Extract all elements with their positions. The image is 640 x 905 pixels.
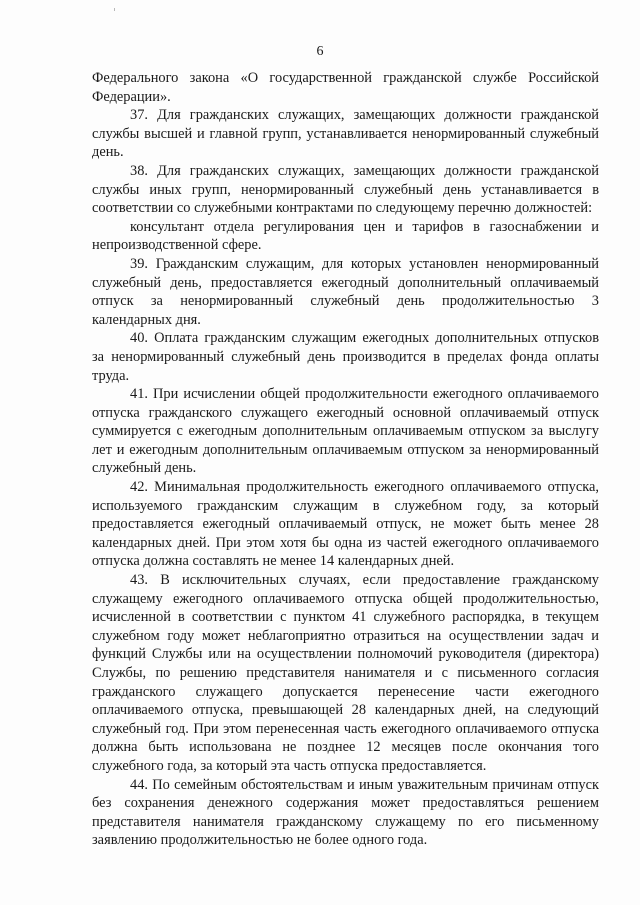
paragraph-continuation: Федерального закона «О государственной гражданской службе Российской Федерации».: [92, 70, 599, 105]
scan-speck: [114, 8, 115, 11]
paragraph-42: 42. Минимальная продолжительность ежегодного оплачиваемого отпуска, используемого гражданским служащим в служебном году, за который предоставляется ежегодный оплачиваемый отпуск, не может быть менее 28 календарных дней. При этом хотя бы одна из частей ежегодного оплачиваемого отпуска должна составлять не менее 14 календарных дней.: [92, 479, 599, 570]
position-list-item: консультант отдела регулирования цен и тарифов в газоснабжении и непроизводственной сфере.: [92, 218, 599, 254]
paragraph-40: 40. Оплата гражданским служащим ежегодных дополнительных отпусков за ненормированный служебный день производится в пределах фонда оплаты труда.: [92, 330, 599, 384]
paragraph-37: 37. Для гражданских служащих, замещающих должности гражданской службы высшей и главной групп, устанавливается ненормированный служебный день.: [92, 107, 599, 161]
page-number: 6: [316, 44, 324, 59]
paragraph-41: 41. При исчислении общей продолжительности ежегодного оплачиваемого отпуска гражданского служащего ежегодный основной оплачиваемый отпуск суммируется с ежегодным дополнительным оплачиваемым отпуском за выслугу лет и ежегодным дополнительным оплачиваемым отпуском за ненормированный служебный день.: [92, 386, 599, 477]
paragraph-44: 44. По семейным обстоятельствам и иным уважительным причинам отпуск без сохранения денежного содержания может предоставляться решением представителя нанимателя гражданскому служащему по его письменному заявлению продолжительностью не более одного года.: [92, 776, 599, 849]
document-body: [92, 69, 599, 850]
paragraph-43: 43. В исключительных случаях, если предоставление гражданскому служащему ежегодного оплачиваемого отпуска общей продолжительностью, исчисленной в соответствии с пунктом 41 служебного распорядка, в текущем служебном году может неблагоприятно отразиться на осуществлении задач и функций Службы или на осуществлении полномочий руководителя (директора) Службы, по решению представителя нанимателя и с письменного согласия гражданского служащего допускается перенесение части ежегодного оплачиваемого отпуска, превышающей 28 календарных дней, на следующий служебный год. При этом перенесенная часть ежегодного оплачиваемого отпуска должна быть использована не позднее 12 месяцев после окончания того служебного года, за который эта часть отпуска предоставляется.: [92, 572, 599, 774]
paragraph-38: 38. Для гражданских служащих, замещающих должности гражданской службы иных групп, ненормированный служебный день устанавливается в соответствии со служебными контрактами по следующему перечню должностей:: [92, 162, 599, 217]
paragraph-39: 39. Гражданским служащим, для которых установлен ненормированный служебный день, предоставляется ежегодный дополнительный оплачиваемый отпуск за ненормированный служебный день продолжительностью 3 календарных дня.: [92, 255, 599, 328]
